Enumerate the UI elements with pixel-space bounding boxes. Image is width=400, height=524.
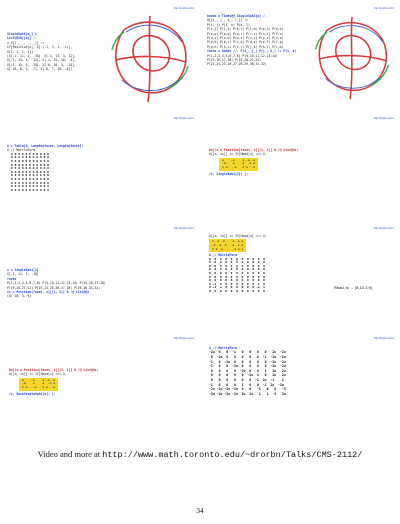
code-line: P(19,20,21,22) P(23,24,25,26,27,28) P(29,30,31,32): [7, 285, 101, 290]
code-line: X[-1, 15, 6, -14], X[-6, 16, 5, -15],: [7, 62, 76, 67]
matrix-row: 0 0 0 0 0 0 0 0 0 0 0: [11, 187, 49, 192]
matrix-row: 0 0 0 0 0 0 0 0 0 0 0: [11, 159, 49, 163]
matrix-right: [232, 240, 243, 251]
slide-watermark: http://drorbn.net/mi: [173, 7, 194, 10]
matrix-row: 0 0 0 0 0 0 0 0 0 0 0: [11, 169, 49, 174]
code-line: faces = bands //. P(i_, j_) P(j_, k_) :> P(i, k): [207, 49, 297, 54]
code-line: (x, EachSingleXphi[a]) ];: [9, 391, 56, 396]
code-line: A // MatrixForm: [209, 346, 237, 350]
code-line: P(o,p) P(p,q) P(q,r) P(r,s) P(s,t) P(t,u): [207, 31, 284, 36]
knot-diagram: [308, 10, 396, 106]
matrix-row: 1 -a a: [42, 377, 55, 382]
code-line: (X[-1, 11, 2, -10], X[-1, 13, 3, 12],: [7, 54, 76, 59]
code-line: bands = Times@@ SingleXphi[a] /.: [207, 14, 267, 18]
slide-watermark: http://drorbn.net/mi: [173, 227, 194, 230]
code-line: P(1,2,3,4,5,6,7,8) P(9,10,11,12,13,14): [207, 53, 278, 58]
code-line: P(a,b) P(b,c) P(c,d) P(d,e) P(e,f) P(f,g): [207, 40, 284, 45]
result-matrix: [209, 258, 265, 294]
knot-diagram: [104, 10, 196, 108]
code-line: P(i,j) P(j,k) P(k,l) P(l,m) P(m,n) P(n,o): [207, 27, 284, 32]
code-line: List@@XX[[a]] /.: [7, 36, 37, 41]
matrix-row: 0 0 0 0 0 0 0 0 0 0 0: [11, 173, 49, 178]
code-line: X[{i_, j_, k_, l_}] :=: [207, 18, 248, 23]
matrix-row: 0 0 0 0 0 0 0 0 0 0 0: [209, 274, 265, 279]
highlighted-matrices: [219, 158, 258, 171]
code-line: (x, SingleXphi[2]) ];: [209, 171, 249, 176]
matrix-row: 1 a -a: [222, 165, 237, 169]
code-line: x_X[(_, _, _, _)] :=: [7, 40, 45, 45]
code-line: X[-1, 13, 4, -12], X[-1, 15, 16, -4],: [7, 58, 76, 63]
slide-3: [4, 116, 198, 220]
matrix-row: -2u -2u -2u -2u 2u 2u 1 1 -5 2u: [209, 391, 286, 396]
slide-4: [204, 116, 398, 220]
code-line: Do[(a = Position[faces, x][[1, 1]] & /@ List@@x;: [209, 148, 299, 152]
matrix-left: [212, 240, 226, 251]
code-line: X[1, 1, 1, 1]]: [7, 49, 34, 54]
matrix-row: 1 a -a: [42, 385, 55, 389]
matrix-row: 0 -1 a 0 0 0 0 0 0 -a 1: [209, 285, 265, 290]
final-matrix: [209, 350, 286, 396]
matrix-row: 0 -1 0 0 0 0 0 0 0 1 0: [209, 281, 265, 286]
highlighted-matrices: [19, 378, 58, 391]
code-line: P(15,16,17,18) P(19,20,21,22): [207, 58, 262, 63]
matrix-left: [22, 379, 36, 390]
matrix-left: [222, 159, 236, 170]
matrix-row: -2u -2u -2u -2u 0 0 -1 0 6 -5: [209, 387, 286, 392]
matrix-row: a -1 a: [242, 161, 255, 166]
slide-5: [4, 226, 198, 330]
matrix-row: -1 0 0 -2u 0 0 0 0 -2u -2u: [209, 364, 286, 369]
highlighted-matrices: [209, 239, 246, 252]
matrix-row: 0 0 0 0 0 0 0 0 0 0 0: [11, 184, 49, 189]
slide-watermark: http://drorbn.net/mi: [373, 7, 394, 10]
slide-watermark: http://drorbn.net/mi: [373, 117, 394, 120]
zero-matrix: [11, 153, 49, 193]
code-line: Do[(a = Position[faces, x][[1, 1]] & /@ List@@x;: [9, 368, 99, 372]
matrix-row: 0 0 0 0 0 0 -1 2u -1 1: [209, 377, 284, 382]
slide-watermark: http://drorbn.net/mi: [373, 227, 394, 230]
slide-6: [204, 226, 398, 330]
matrix-row: -1 a 1: [212, 243, 227, 247]
matrix-row: -1 0 -2u 0 0 0 0 0 -2u -2u: [209, 359, 286, 364]
matrix-row: -1 0 0 0 1 0 0 -1 2u -2u: [209, 382, 284, 387]
matrix-right: [242, 159, 255, 170]
matrix-row: 0 0 0 0 0 0 0 0 0 0 0: [209, 270, 265, 275]
code-line: is = Position[faces, x][[1, 1]] & /@ List@@x: [7, 290, 89, 295]
code-line: X[-16, 8, 1, -7], X[-8, 7, 18, -6]): [7, 67, 73, 72]
slide-2: [204, 6, 398, 110]
matrix-row: 1 a -a: [212, 246, 223, 251]
code-line: P(23,24,25,26,27,28,29,30,31,32): [207, 62, 267, 67]
matrix-row: -2u 0 0 -1 0 0 0 0 2u -2u: [209, 350, 286, 355]
code-line: X[-1, 11, 2, -10]: [7, 272, 39, 277]
code-line: A[[a, is]] += If[Head[x] === X,: [209, 152, 267, 157]
code-line: A // MatrixForm: [7, 148, 35, 153]
slide-watermark: http://drorbn.net/mi: [173, 117, 194, 120]
code-line: faces: [7, 276, 17, 281]
slide-8: [204, 336, 398, 440]
code-line: If[Positive[x], X[-(-1, 3, 1, -1)],: [7, 45, 73, 50]
matrix-row: 0 0 0 0 0 0 0 0 0 0 0: [11, 155, 49, 160]
matrix-row: 0 0 0 0 0 0 0 0 0 0 0: [209, 278, 265, 283]
slide-watermark: http://drorbn.net/mi: [173, 337, 194, 340]
matrix-row: 0 0 0 0 0 0 0 0 0 0 0: [11, 180, 49, 185]
matrix-row: 0 0 0 0 0 0 0 0 0 0 0: [209, 260, 265, 265]
matrix-row: a -1 a: [232, 243, 244, 247]
page-number: 34: [196, 506, 204, 515]
matrix-row: 0 0 0 0 0 0 0 0 0 0 0: [209, 263, 265, 268]
matrix-row: 0 0 0 0 0 0 0 0 0 0 0: [11, 166, 49, 171]
matrix-row: a -a: [22, 377, 35, 382]
matrix-right: [42, 379, 55, 390]
code-line: P(1,2,3,4,5,6,7,8) P(9,10,11,12,13,14) P(15,16,17,18): [7, 281, 106, 286]
footer-text: Video and more at: [37, 449, 101, 459]
matrix-row: 0 0 0 0 0 0 0 0 0 0 0: [209, 256, 265, 261]
matrix-row: 0 0 0 0 0 0 0 0 0 0 0: [209, 267, 265, 272]
matrix-row: a -a: [222, 157, 235, 162]
matrix-row: -a a: [22, 381, 35, 386]
code-line: P(g,h) P(h,i) P(i,j) P(j,k) P(k,l) P(l,m): [207, 44, 284, 49]
matrix-row: 1 -a a: [242, 157, 255, 162]
side-note: Read, is → (8,10,3,9): [334, 285, 373, 290]
slide-7: [4, 336, 198, 440]
matrix-row: 0 0 0 0 0 -2u 1 0 2u 2u: [209, 373, 286, 378]
slide-1: [4, 6, 198, 110]
matrix-row: -a a: [222, 161, 235, 166]
matrix-row: 1 -a a: [232, 239, 244, 244]
code-line: A[[a, is]] += If[Head[x] === X,: [209, 234, 267, 238]
matrix-row: 0 0 0 0 0 0 0 0 0 0 0: [209, 288, 265, 293]
code-line: A[[a, is]] += If[Head[x] === X,: [9, 372, 67, 377]
matrix-row: 0 -2u 0 0 0 0 0 -1 -2u -2u: [209, 355, 286, 359]
matrix-row: a -1 a: [42, 381, 55, 386]
matrix-row: 0 0 0 0 0 0 0 0 0 0 0: [11, 176, 49, 181]
matrix-row: 0 0 0 0 0 0 0 0 0 0 0: [11, 151, 49, 156]
footer-link[interactable]: http://www.math.toronto.edu/~drorbn/Talks/CMS-2112/: [102, 450, 363, 460]
code-line: SingleXphi[a_] =: [7, 32, 37, 36]
code-line: x = SingleXphi[1]: [7, 268, 39, 272]
matrix-row: 1 a -a: [22, 385, 37, 389]
footer-caption: [0, 449, 400, 460]
code-line: A = Table[0, Length@faces, Length@faces];: [7, 144, 84, 148]
matrix-row: 0 0 0 0 0 0 0 0 0 0 0: [11, 162, 49, 167]
matrix-row: 1 a -a: [212, 239, 225, 244]
code-line: A // MatrixForm: [209, 253, 237, 258]
matrix-row: 1 a -a: [242, 165, 255, 169]
code-line: (8, 10, 3, 9): [7, 294, 32, 299]
slide-watermark: http://drorbn.net/mi: [373, 337, 394, 340]
code-line: P(u,v) P(v,w) P(w,x) P(x,y) P(y,z) P(z,a): [207, 36, 284, 41]
code-line: P(i, j) P(j, k) P(k, l): [207, 22, 250, 27]
matrix-row: 0 0 0 0 -2u 0 0 1 2u 2u: [209, 368, 286, 373]
matrix-row: -1 a a: [232, 246, 244, 251]
